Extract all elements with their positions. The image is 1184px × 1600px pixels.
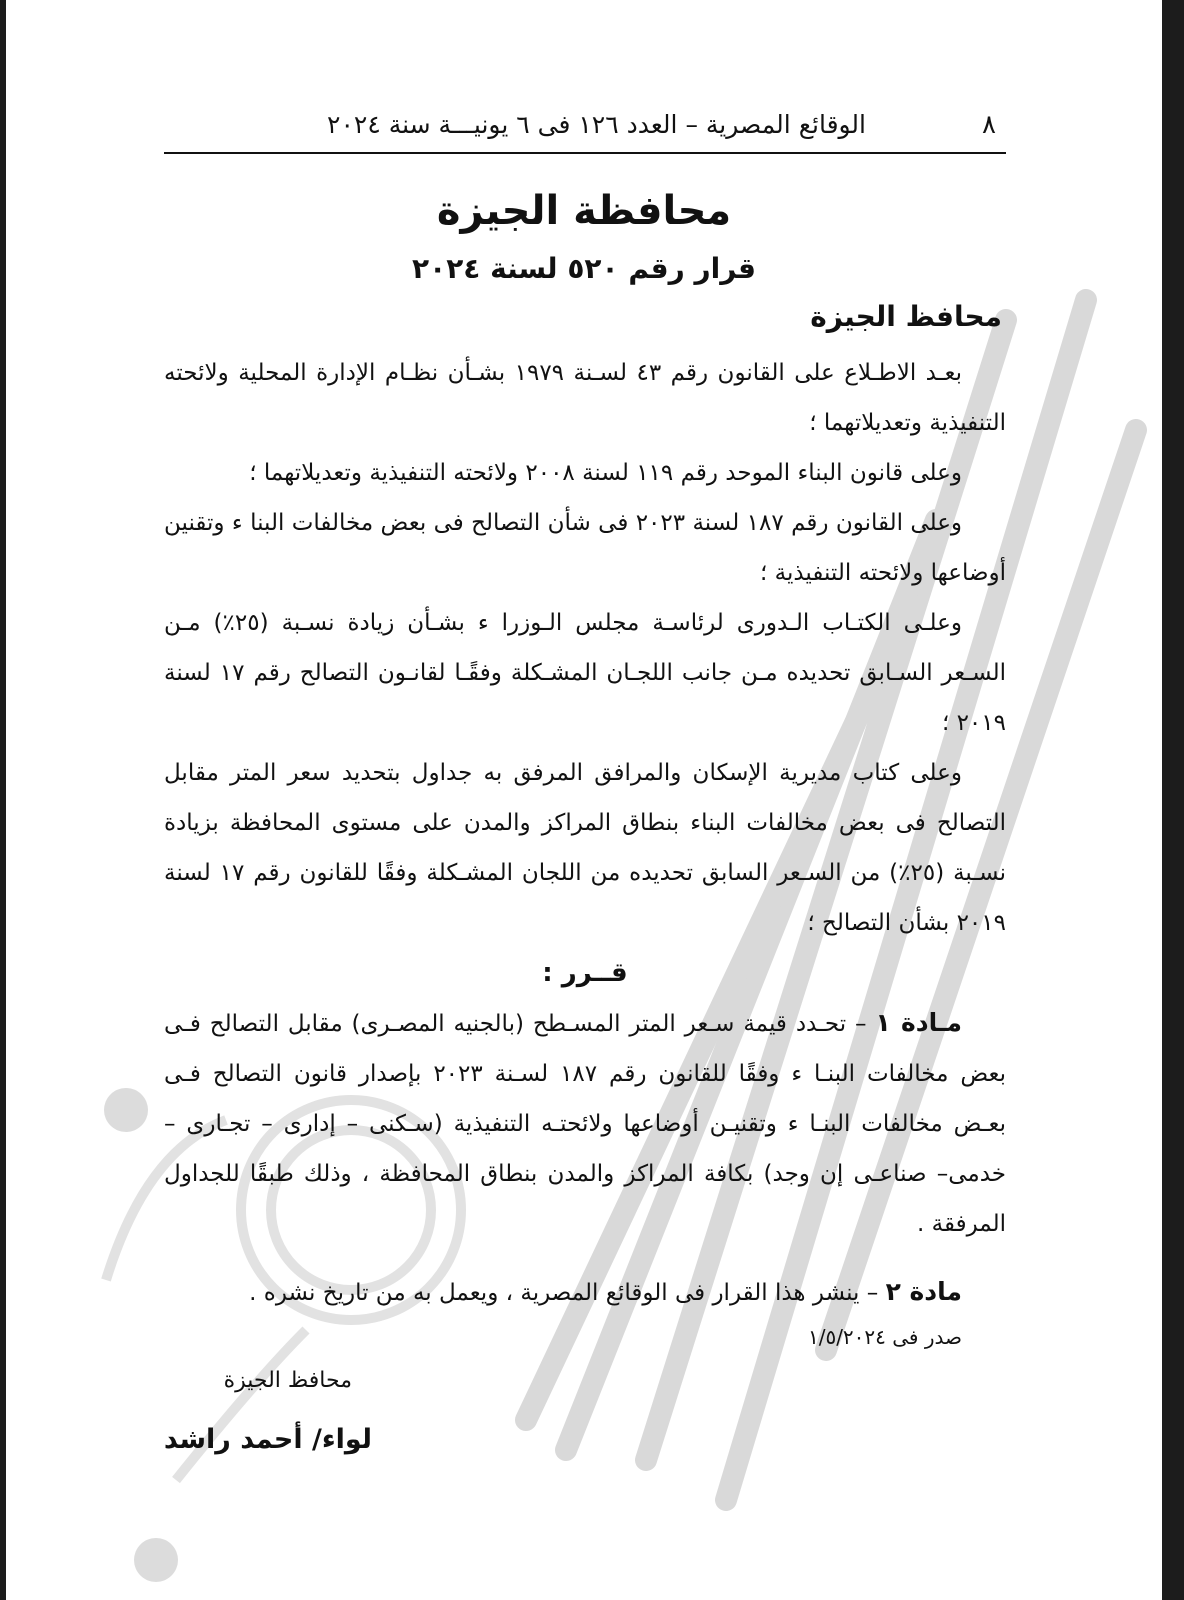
article-2-label: مادة ٢	[885, 1277, 962, 1306]
document-title: محافظة الجيزة	[436, 188, 732, 234]
article-1-label: مـادة ١	[875, 1008, 962, 1037]
preamble-paragraph: وعلى قانون البناء الموحد رقم ١١٩ لسنة ٢٠٠٨ ولائحته التنفيذية وتعديلاتهما ؛	[249, 460, 962, 486]
decides-label: قــرر :	[542, 958, 628, 988]
article-1-text: – تحـدد قيمة سـعر المتر المسـطح (بالجنيه المصـرى) مقابل التصالح فـى بعض مخالفات البنـا ء وفقًا للقانون رقم ١٨٧ لسـنة ٢٠٢٣ بإصدار قانون التصالح فـى بعـض مخالفات البنـا ء وتقنيـن أوضاعها ولائحتـه التنفيذية (سـكنى – إدارى – تجـارى – خدمى– صناعـى إن وجد) بكافة المراكز والمدن بنطاق المحافظة ، وذلك طبقًا للجداول المرفقة .	[164, 1011, 1006, 1237]
issuer-heading: محافظ الجيزة	[810, 300, 1002, 333]
preamble-paragraph: بعـد الاطـلاع على القانون رقم ٤٣ لسـنة ١٩٧٩ بشـأن نظـام الإدارة المحلية ولائحته التنفيذية وتعديلاتهما ؛	[164, 360, 1006, 436]
decree-number: قرار رقم ٥٢٠ لسنة ٢٠٢٤	[412, 252, 756, 285]
page-header	[164, 100, 1006, 154]
publication-line: الوقائع المصرية – العدد ١٢٦ فى ٦ يونيـــة سنة ٢٠٢٤	[327, 110, 866, 139]
issue-date: صدر فى ١/٥/٢٠٢٤	[807, 1325, 962, 1349]
signatory-title: محافظ الجيزة	[223, 1368, 352, 1393]
signatory-name: لواء/ أحمد راشد	[163, 1424, 372, 1455]
preamble-paragraph: وعلى كتاب مديرية الإسكان والمرافق المرفق به جداول بتحديد سعر المتر مقابل التصالح فى بعض مخالفات البناء بنطاق المراكز والمدن على مستوى المحافظة بزيادة نسـبة (٢٥٪) من السـعر السابق تحديده من اللجان المشـكلة وفقًا للقانون رقم ١٧ لسنة ٢٠١٩ بشأن التصالح ؛	[164, 760, 1006, 936]
article-2-text: – ينشر هذا القرار فى الوقائع المصرية ، ويعمل به من تاريخ نشره .	[249, 1280, 886, 1306]
document-page	[6, 0, 1162, 1600]
article-1	[164, 998, 1006, 1249]
decree-body	[164, 348, 1006, 1362]
preamble-paragraph: وعلـى الكتـاب الـدورى لرئاسـة مجلس الـوزرا ء بشـأن زيادة نسـبة (٢٥٪) مـن السـعر السـابق تحديده مـن جانب اللجـان المشـكلة وفقًـا لقانـون التصالح رقم ١٧ لسنة ٢٠١٩ ؛	[164, 610, 1006, 736]
preamble-paragraph: وعلى القانون رقم ١٨٧ لسنة ٢٠٢٣ فى شأن التصالح فى بعض مخالفات البنا ء وتقنين أوضاعها ولائحته التنفيذية ؛	[164, 510, 1006, 586]
page-number: ٨	[982, 110, 996, 140]
article-2	[164, 1267, 1006, 1318]
